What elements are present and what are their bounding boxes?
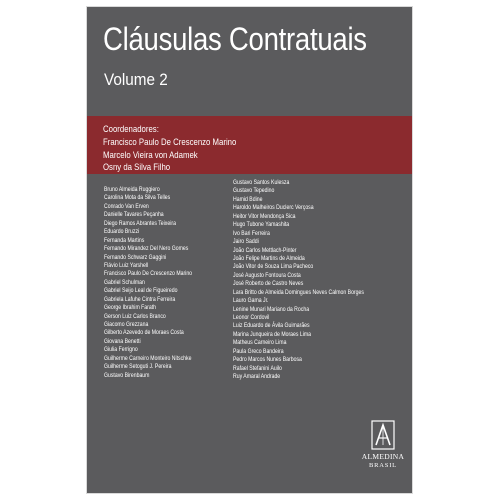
author-name: Guilherme Carneiro Monteiro Nitschke bbox=[104, 354, 192, 362]
author-name: Gustavo Santos Kulesza bbox=[233, 179, 290, 186]
coordinator-name: Marcelo Vieira von Adamek bbox=[103, 149, 198, 161]
author-name: Gerson Luiz Carlos Branco bbox=[104, 312, 166, 320]
author-name: Lauro Gama Jr. bbox=[233, 297, 269, 305]
book-title: Cláusulas Contratuais bbox=[103, 21, 367, 57]
author-name: Paula Greco Bandeira bbox=[233, 347, 284, 355]
author-name: Gabriel Schulman bbox=[104, 278, 145, 286]
author-name: Pedro Marcos Nunes Barbosa bbox=[233, 356, 302, 364]
author-name: George Ibrahim Farath bbox=[104, 304, 157, 312]
author-name: Gabriel Seijo Leal de Figueiredo bbox=[104, 287, 178, 295]
author-name: Eduardo Bruzzi bbox=[104, 228, 140, 236]
author-name: Haroldo Malheiros Duclerc Verçosa bbox=[233, 204, 314, 212]
author-name: Rafael Stefanini Auilo bbox=[233, 364, 282, 372]
author-name: João Vitor de Souza Lima Pacheco bbox=[233, 263, 314, 271]
publisher-logo bbox=[357, 420, 409, 492]
author-name: Gustavo Birenbaum bbox=[104, 371, 150, 379]
coordinators-list bbox=[103, 137, 236, 175]
volume-label: Volume 2 bbox=[104, 70, 168, 89]
author-name: Guilherme Setoguti J. Pereira bbox=[104, 363, 172, 371]
author-name: Flávio Luiz Yarshell bbox=[104, 261, 149, 269]
authors-right-column bbox=[233, 179, 364, 382]
author-name: Matheus Carneiro Lima bbox=[233, 339, 287, 347]
author-name: João Carlos Mettlach-Pinter bbox=[233, 246, 297, 254]
author-name: Giacomo Grezzana bbox=[104, 321, 149, 328]
author-name: Gilberto Azevedo de Moraes Costa bbox=[104, 329, 184, 337]
book-cover bbox=[86, 6, 413, 494]
authors-left-column bbox=[104, 186, 192, 380]
publisher-name: ALMEDINA bbox=[361, 452, 405, 461]
publisher-subname: BRASIL bbox=[369, 462, 397, 469]
author-name: Gustavo Tepedino bbox=[233, 187, 275, 195]
author-name: Gabriela Lafuhe Cintra Ferreira bbox=[104, 295, 176, 303]
author-name: Conrado Van Erven bbox=[104, 202, 149, 210]
author-name: Leonor Cordovil bbox=[233, 314, 270, 321]
author-name: Hugo Tubone Yamashita bbox=[233, 221, 290, 229]
coordinator-name: Francisco Paulo De Crescenzo Marino bbox=[103, 137, 237, 148]
author-name: Fernando Schwarz Gaggini bbox=[104, 253, 167, 261]
author-name: Jairo Saddi bbox=[233, 238, 259, 246]
author-name: Giovana Benetti bbox=[104, 337, 141, 345]
author-name: Lenine Munari Mariano da Rocha bbox=[233, 305, 310, 313]
author-name: Francisco Paulo De Crescenzo Marino bbox=[104, 270, 193, 278]
author-name: Danielle Tavares Peçanha bbox=[104, 211, 164, 219]
author-name: José Roberto de Castro Neves bbox=[233, 280, 304, 288]
author-name: José Augusto Fontoura Costa bbox=[233, 271, 301, 279]
author-name: Luiz Eduardo de Ávila Guimarães bbox=[233, 322, 310, 330]
coordinators-label: Coordenadores: bbox=[103, 124, 159, 135]
author-name: Diego Ramos Abrantes Teixeira bbox=[104, 219, 176, 227]
author-name: Giulia Ferrigno bbox=[104, 346, 138, 354]
author-name: Fernando Mirandez Del Nero Gomes bbox=[104, 245, 189, 253]
author-name: Fernanda Martins bbox=[104, 236, 145, 244]
author-name: Ruy Amaral Andrade bbox=[233, 373, 281, 381]
author-name: Marina Junqueira de Moraes Lima bbox=[233, 330, 312, 338]
author-name: Hamid Bdine bbox=[233, 195, 263, 203]
author-name: João Felipe Martins de Almeida bbox=[233, 254, 305, 262]
author-name: Ivo Bari Ferreira bbox=[233, 229, 270, 237]
author-name: Heitor Vitor Mendonça Sica bbox=[233, 212, 296, 220]
author-name: Bruno Almeida Ruggiero bbox=[104, 186, 160, 193]
author-name: Lara Britto de Almeida Domingues Neves Calmon Borges bbox=[233, 288, 364, 296]
almedina-emblem-icon bbox=[371, 420, 395, 450]
coordinator-name: Osny da Silva Filho bbox=[103, 162, 171, 173]
author-name: Carolina Mota da Silva Telles bbox=[104, 194, 171, 202]
